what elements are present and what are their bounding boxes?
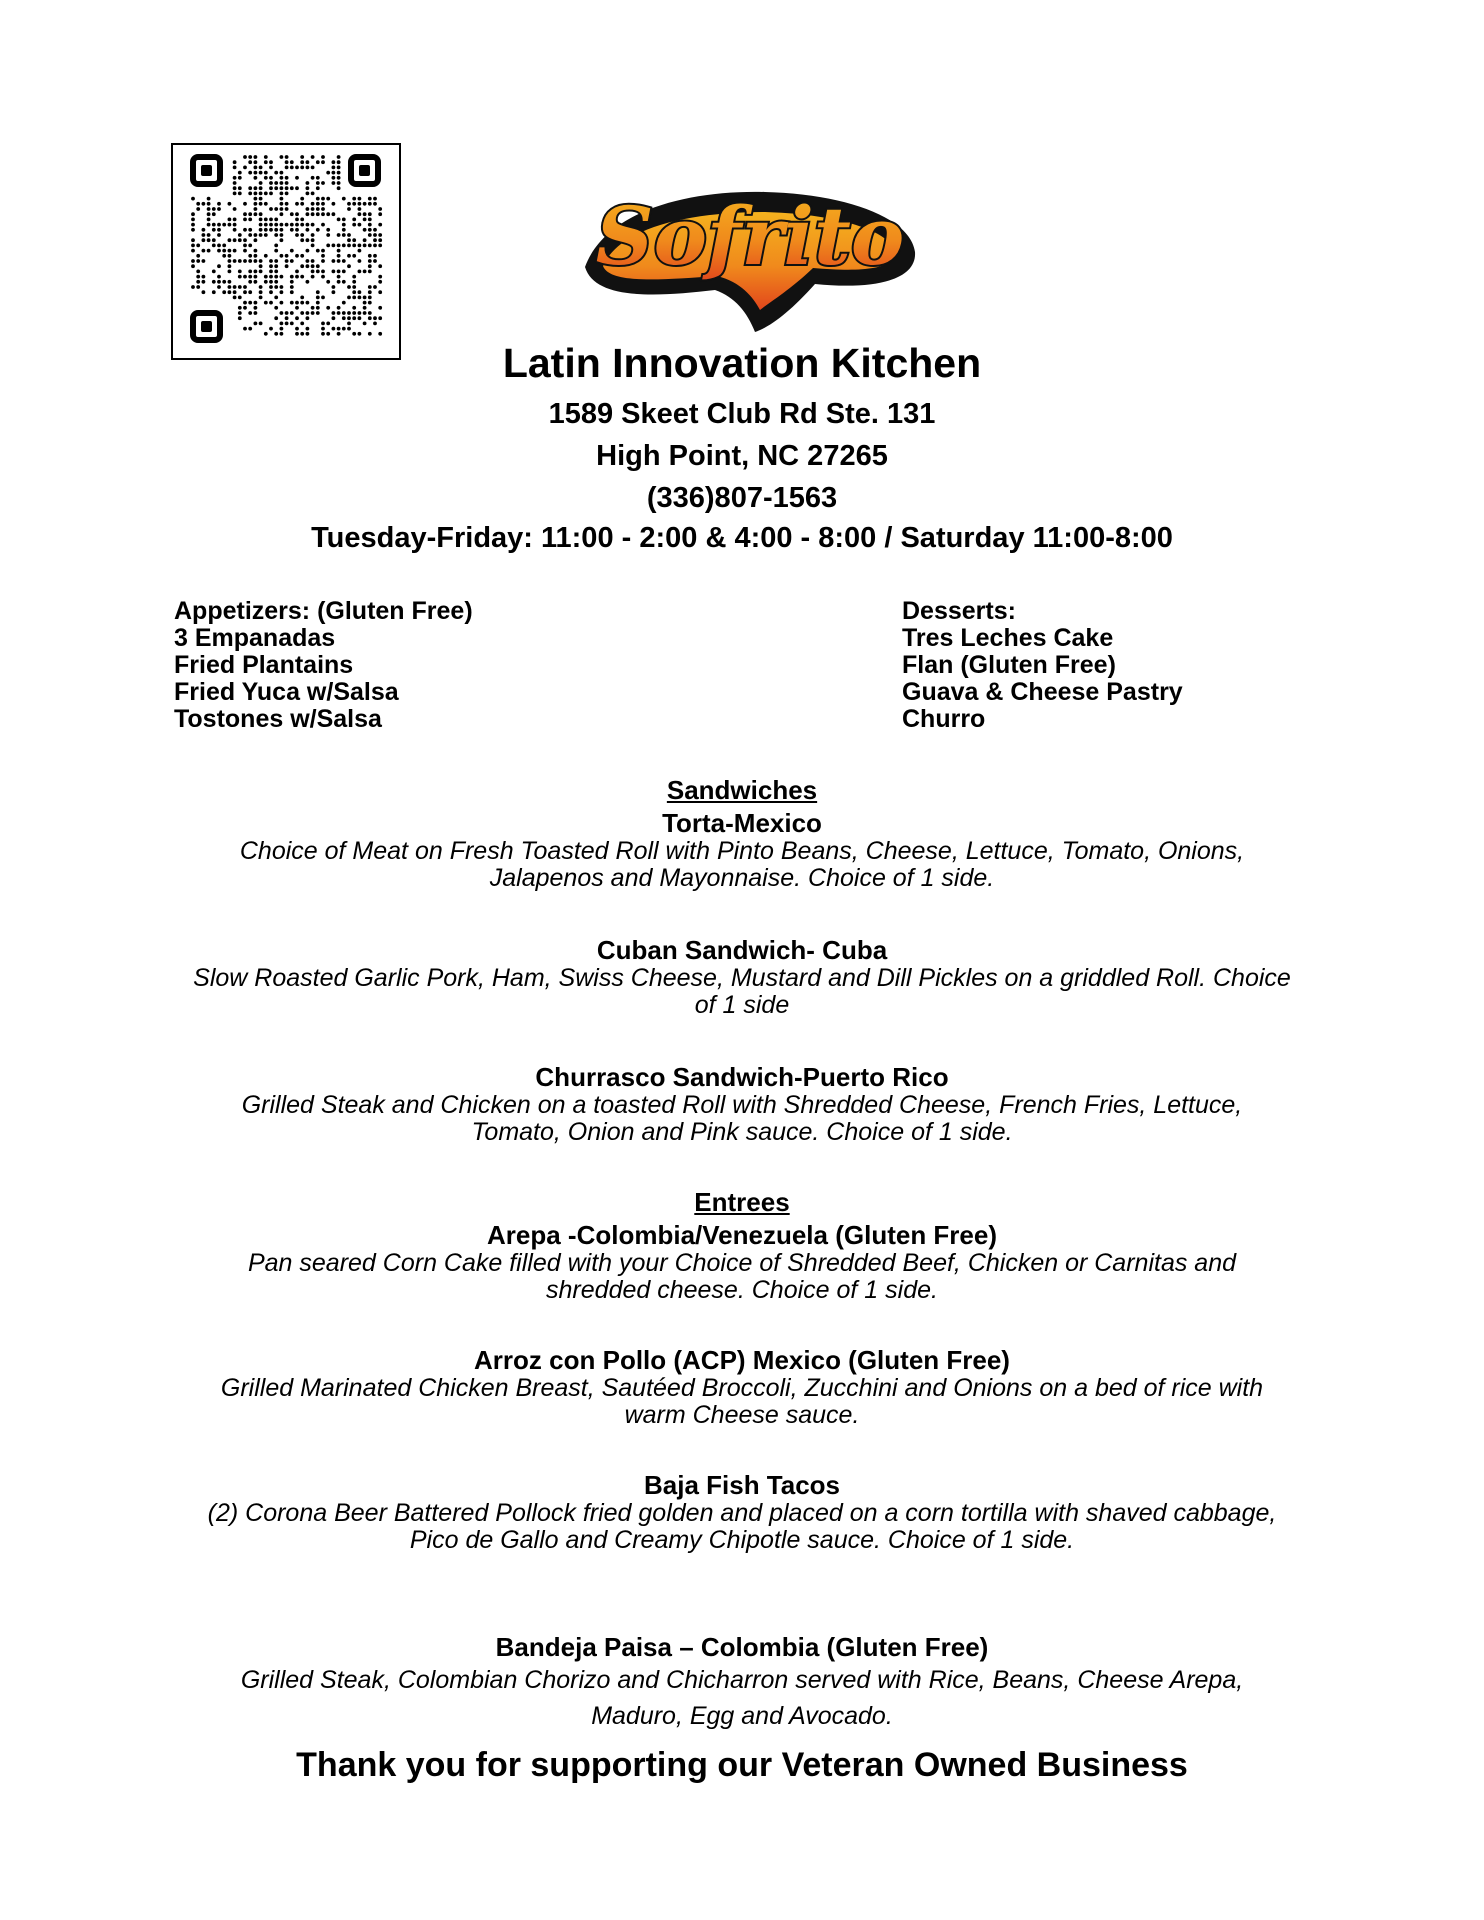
item-name: Bandeja Paisa – Colombia (Gluten Free) xyxy=(495,1632,989,1662)
item-desc-line: of 1 side xyxy=(694,991,790,1019)
restaurant-title: Latin Innovation Kitchen xyxy=(502,340,982,386)
address-line-1: 1589 Skeet Club Rd Ste. 131 xyxy=(548,398,936,430)
appetizers-section xyxy=(174,598,473,733)
item-name: Cuban Sandwich- Cuba xyxy=(596,935,888,965)
thank-you-message: Thank you for supporting our Veteran Owned Business xyxy=(296,1746,1188,1784)
item-desc-line: Tomato, Onion and Pink sauce. Choice of 1 side. xyxy=(471,1118,1013,1146)
item-desc-line: Slow Roasted Garlic Pork, Ham, Swiss Cheese, Mustard and Dill Pickles on a griddled Roll. Choice xyxy=(193,964,1291,992)
list-item: Guava & Cheese Pastry xyxy=(902,678,1183,706)
address-line-2: High Point, NC 27265 xyxy=(596,440,888,472)
desserts-section xyxy=(902,598,1183,733)
menu-item-cuban xyxy=(160,935,1324,1019)
menu-item-arroz-con-pollo xyxy=(160,1345,1324,1429)
appetizers-heading: Appetizers: (Gluten Free) xyxy=(174,597,473,625)
item-desc-line: Choice of Meat on Fresh Toasted Roll with Pinto Beans, Cheese, Lettuce, Tomato, Onions, xyxy=(239,837,1245,865)
item-name: Churrasco Sandwich-Puerto Rico xyxy=(535,1062,949,1092)
item-name: Arroz con Pollo (ACP) Mexico (Gluten Free) xyxy=(474,1345,1010,1375)
item-desc-line: shredded cheese. Choice of 1 side. xyxy=(546,1276,938,1304)
list-item: Fried Plantains xyxy=(174,651,354,679)
list-item: 3 Empanadas xyxy=(174,624,336,652)
desserts-heading: Desserts: xyxy=(902,597,1016,625)
item-name: Baja Fish Tacos xyxy=(643,1470,841,1500)
menu-item-churrasco xyxy=(160,1062,1324,1146)
list-item: Flan (Gluten Free) xyxy=(902,651,1116,679)
logo-text: Sofrito xyxy=(595,189,905,283)
menu-item-baja-fish-tacos xyxy=(160,1470,1324,1554)
item-desc-line: Grilled Steak, Colombian Chorizo and Chicharron served with Rice, Beans, Cheese Arepa, xyxy=(240,1666,1244,1694)
menu-item-arepa xyxy=(160,1220,1324,1304)
sandwiches-heading: Sandwiches xyxy=(666,775,818,805)
list-item: Churro xyxy=(902,705,986,733)
phone-number: (336)807-1563 xyxy=(646,482,838,514)
sofrito-logo xyxy=(565,172,930,332)
qr-code xyxy=(171,143,401,360)
item-desc-line: (2) Corona Beer Battered Pollock fried golden and placed on a corn tortilla with shaved cabbage, xyxy=(207,1499,1277,1527)
item-desc-line: Grilled Steak and Chicken on a toasted Roll with Shredded Cheese, French Fries, Lettuce, xyxy=(241,1091,1243,1119)
item-desc-line: Pico de Gallo and Creamy Chipotle sauce. Choice of 1 side. xyxy=(409,1526,1075,1554)
menu-item-torta xyxy=(160,808,1324,892)
qr-code-icon xyxy=(173,145,399,358)
list-item: Tres Leches Cake xyxy=(902,624,1114,652)
entrees-heading: Entrees xyxy=(694,1187,790,1217)
item-name: Torta-Mexico xyxy=(662,808,822,838)
list-item: Fried Yuca w/Salsa xyxy=(174,678,399,706)
list-item: Tostones w/Salsa xyxy=(174,705,382,733)
menu-item-bandeja-paisa xyxy=(160,1632,1324,1734)
item-name: Arepa -Colombia/Venezuela (Gluten Free) xyxy=(487,1220,997,1250)
item-desc-line: Maduro, Egg and Avocado. xyxy=(591,1702,893,1730)
item-desc-line: Pan seared Corn Cake filled with your Choice of Shredded Beef, Chicken or Carnitas and xyxy=(247,1249,1237,1277)
item-desc-line: warm Cheese sauce. xyxy=(624,1401,860,1429)
item-desc-line: Jalapenos and Mayonnaise. Choice of 1 side. xyxy=(489,864,995,892)
item-desc-line: Grilled Marinated Chicken Breast, Sautéed Broccoli, Zucchini and Onions on a bed of rice with xyxy=(220,1374,1264,1402)
hours: Tuesday-Friday: 11:00 - 2:00 & 4:00 - 8:00 / Saturday 11:00-8:00 xyxy=(311,522,1173,554)
